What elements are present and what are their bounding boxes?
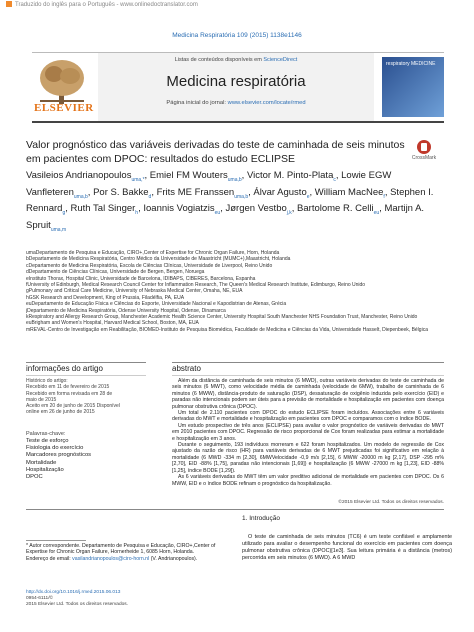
history-line: Aceito em 20 de junho de 2015 Disponível	[26, 403, 120, 410]
author-name[interactable]: Stephen I. Rennard	[26, 186, 434, 215]
keyword: DPOC	[26, 474, 43, 481]
affiliation-line: kRespiratory and Allergy Research Group, Manchester Academic Health Science Center, University Hospital South Manchester NHS Foundation Trust, Manchester, Reino Unido	[26, 314, 418, 321]
footnote-marker: *	[26, 543, 29, 549]
keyword-list	[26, 438, 146, 481]
rights-statement: 2015 Elsevier Ltd. Todos os direitos reservados.	[26, 602, 129, 607]
journal-citation[interactable]: Medicina Respiratória 109 (2015) 1138e1146	[172, 32, 302, 39]
homepage-prefix: Página inicial do jornal:	[166, 100, 227, 106]
affiliation-line: cDepartamento de Medicina Respiratória, Escola de Ciências Clínicas, Universidade de Liverpool, Reino Unido	[26, 262, 273, 269]
introduction-text: O teste de caminhada de seis minutos (TC6) é um teste confiável e amplamente utilizado para avaliar o desempenho funcional do exercício em pacientes com doença pulmonar obstrutiva crônica (DPOC)[1e3]. Sua leitura primária é a distância (metros) percorrida em seis minutos (6 MWD). A 6 MWD	[242, 534, 452, 561]
author-affiliation-marker[interactable]: j,k	[286, 210, 292, 217]
affiliation-line: fUniversity of Edinburgh, Medical Research Council Center for Inflammation Research, The Queen's Medical Research Institute, Edimburgo, Reino Unido	[26, 282, 366, 289]
keyword: Teste de esforço	[26, 438, 69, 444]
author-affiliation-marker[interactable]: f	[383, 193, 385, 200]
history-line: maio de 2015	[26, 396, 57, 403]
article-info-heading: informações do artigo	[26, 364, 103, 373]
journal-title: Medicina respiratória	[166, 73, 306, 90]
history-line: Recebido em forma revisada em 28 de	[26, 390, 113, 397]
author-affiliation-marker[interactable]: h	[135, 210, 139, 217]
abstract-body	[172, 378, 444, 487]
abstract-copyright: ©2015 Elsevier Ltd. Todos os direitos reservados.	[338, 500, 444, 505]
journal-title-box	[98, 53, 374, 121]
affiliation-line: jDepartamento de Medicina Respiratória, Odense University Hospital, Odense, Dinamarca	[26, 307, 226, 314]
email-suffix: (V. Andrianopoulos).	[150, 555, 198, 562]
front-matter-end-divider	[26, 509, 444, 510]
author-name[interactable]: Bartolome R. Celli	[297, 203, 374, 215]
history-label: Histórico do artigo:	[26, 378, 68, 384]
author-affiliation-marker[interactable]: uma,m	[50, 226, 67, 233]
author-affiliation-marker[interactable]: d	[148, 193, 152, 200]
author-affiliation-marker[interactable]: eu	[373, 210, 380, 217]
abstract-paragraph: Um total de 2.110 pacientes com DPOC do estudo ECLIPSE foram incluídos. Associações entre 6 variáveis derivadas do MWT e mortalidade e hospitalização em pacientes com DPOC e comparamos com o índice BODE.	[172, 410, 444, 423]
keyword: Marcadores prognósticos	[26, 452, 92, 459]
author-affiliation-marker[interactable]: uma,*	[131, 176, 145, 183]
article-history	[26, 378, 146, 416]
journal-header	[32, 52, 444, 123]
history-line: online em 26 de junho de 2015	[26, 409, 95, 416]
keyword: Hospitalização	[26, 466, 64, 473]
article-info-divider-2	[26, 375, 146, 376]
affiliation-line: umaDepartamento de Pesquisa e Educação, CIRO+,Center of Expertise for Chronic Organ Failure, Horn, Holanda	[26, 250, 280, 256]
keyword: Fisiologia do exercício	[26, 445, 84, 452]
abstract-paragraph: Além da distância de caminhada de seis minutos (6 MWD), outras variáveis derivadas do teste de caminhada de seis minutos (6 MWT), como velocidade média de caminhada (velocidade de 6MW), trabalho de caminhada de 6 minutos (6 MWW), distância-produto de saturação (DSP), dessaturação de oxigênio induzida pelo exercício (EID) e paradas não intencionais podem ser úteis para a previsão de mortalidade e hospitalização em pacientes com doença pulmonar obstrutiva crônica (DPOC).	[172, 378, 444, 410]
author-name[interactable]: Ruth Tal Singer	[70, 203, 136, 215]
doi-block	[26, 590, 226, 608]
author-name[interactable]: Victor M. Pinto-Plata	[246, 170, 334, 181]
crossmark-icon	[417, 140, 431, 154]
author-affiliation-marker[interactable]: uma,b	[234, 193, 249, 200]
affiliation-list	[26, 250, 446, 333]
footnote-rule	[26, 540, 86, 541]
author-name[interactable]: Vasileios Andrianopoulos	[26, 170, 132, 181]
translator-logo-icon	[6, 1, 12, 7]
author-name[interactable]: Por S. Bakke	[93, 186, 149, 198]
abstract-paragraph: As 6 variáveis derivadas do MWT têm um valor preditivo adicional de mortalidade em pacientes com DPOC. Os 6 MWW, EID e o índice BODE refinam o prognóstico da hospitalização.	[172, 474, 444, 487]
abstract-paragraph: Durante o seguimento, 193 indivíduos morreram e 622 foram hospitalizados. Um modelo de regressão de Cox ajustado da razão de risco (HR) para variáveis derivadas de 6 MWT prejudicadas foi significativo em relação à mortalidade (6 MWD -334 m [2,30], 6MWVelocidade -0,9 m/s [2,15], 6 MWW -20000 m kg [2,17], DSP -295 m% [2,70], EID -88% [1,75], paradas não intencionais [1,69]) e hospitalização (6 MWW -27000 m kg [1,23], EID -88% [1,25], índice BODE [1,29]).	[172, 442, 444, 474]
author-name[interactable]: Álvar Agusto	[253, 186, 307, 198]
affiliation-line: euDepartamento de Educação Física e Ciências do Esporte, Universidade Nacional e Kapodistrian de Atenas, Grécia	[26, 301, 287, 308]
author-affiliation-marker[interactable]: uma,b	[73, 193, 88, 200]
corresponding-author-footnote	[26, 543, 226, 562]
doi-link[interactable]: http://dx.doi.org/10.1016/j.rmed.2015.06.013	[26, 590, 121, 595]
journal-homepage-line	[98, 100, 374, 106]
translator-banner	[0, 0, 474, 11]
affiliation-line: eInstituto Thorax, Hospital Clinic, Universidade de Barcelona, IDIBAPS, CIBERES, Barcelona, Espanha	[26, 275, 256, 282]
author-name[interactable]: Martijn A. Spruit	[26, 203, 425, 232]
article-info-divider	[26, 362, 146, 363]
affiliation-line: euBrigham and Women's Hospital, Harvard Medical School, Boston, MA, EUA	[26, 320, 199, 327]
author-affiliation-marker[interactable]: c	[333, 176, 336, 183]
publisher-name: ELSEVIER	[34, 102, 94, 114]
sciencedirect-link[interactable]: ScienceDirect	[263, 57, 298, 63]
translator-banner-text: Traduzido do inglês para o Português - www.onlinedoctranslator.com	[15, 2, 198, 8]
author-name[interactable]: Ioannis Vogiatzis	[143, 203, 215, 215]
history-line: Recebido em 11 de fevereiro de 2015	[26, 384, 110, 391]
abstract-heading: abstrato	[172, 364, 201, 373]
author-affiliation-marker[interactable]: eu	[214, 210, 221, 217]
author-name[interactable]: Emiel FM Wouters	[149, 170, 228, 181]
contents-prefix: Listas de conteúdos disponíveis em	[174, 57, 262, 63]
author-list: Vasileios Andrianopoulos$_{uma,*}$, Emiel FM Wouters$_{uma,b}$, Victor M. Pinto-Plata$_c$, Lowie EGW Vanfleteren$_{uma,b}$, Por S. Bakke$_d$, Frits ME Franssen$_{uma,b}$, Álvar Agusto$_e$, William MacNee$_f$, Stephen I. Rennard$_g$, Ruth Tal Singer$_h$, Ioannis Vogiatzis$_{eu}$, Jørgen Vestbo$_{j,k}$, Bartolome R. Celli$_{eu}$, Martijn A. Spruit$_{uma,m}$	[26, 170, 434, 233]
journal-cover-title: respiratory MEDICINE	[386, 61, 436, 67]
author-affiliation-marker[interactable]: uma,b	[227, 176, 242, 183]
journal-cover-image	[382, 57, 444, 117]
affiliation-line: gPulmonary and Critical Care Medicine, University of Nebraska Medical Center, Omaha, NE, EUA	[26, 288, 243, 295]
issn: 0954-6111/©	[26, 596, 54, 601]
author-name[interactable]: Lowie EGW Vanfleteren	[26, 170, 392, 198]
author-name[interactable]: Jørgen Vestbo	[225, 203, 287, 215]
email-prefix: Endereço de email:	[26, 555, 71, 562]
keywords-label: Palavras-chave:	[26, 431, 66, 437]
author-affiliation-marker[interactable]: e	[306, 193, 310, 200]
affiliation-line: mREVAL-Centro de Investigação em Reabilitação, BIOMED-Instituto de Pesquisa Biomédica, Faculdade de Medicina e Ciências da Vida, Universidade Hasselt, Diepenbeek, Bélgica	[26, 326, 428, 333]
abstract-paragraph: Um estudo prospectivo de três anos (ECLIPSE) para avaliar o valor prognóstico de variáveis derivadas do MWT em 2010 pacientes com DPOC. Regressão de risco proporcional de Cox foram realizadas para estimar a mortalidade e hospitalização em 3 anos.	[172, 422, 444, 442]
abstract-divider	[172, 362, 444, 363]
affiliation-line: hGSK Research and Development, King of Prussia, Filadélfia, PA, EUA	[26, 294, 185, 301]
author-affiliation-marker[interactable]: g	[62, 210, 66, 217]
keyword: Mortalidade	[26, 459, 57, 466]
affiliation-line: dDepartamento de Ciências Clínicas, Universidade de Bergen, Bergen, Noruega	[26, 269, 205, 276]
article-title: Valor prognóstico das variáveis derivadas do teste de caminhada de seis minutos em pacientes com DPOC: resultados do estudo ECLIPSE	[26, 139, 405, 165]
crossmark-label: CrossMark	[411, 155, 437, 161]
author-name[interactable]: William MacNee	[314, 186, 384, 198]
introduction-heading: 1. Introdução	[242, 515, 280, 522]
abstract-divider-2	[172, 375, 444, 376]
contents-line	[98, 57, 374, 63]
crossmark-badge[interactable]	[404, 140, 444, 161]
homepage-link[interactable]: www.elsevier.com/locate/rmed	[227, 100, 306, 106]
affiliation-line: bDepartamento de Medicina Respiratória, Centro Médico da Universidade de Maastricht (MUMC+),Maastricht, Holanda	[26, 256, 291, 263]
author-name[interactable]: Frits ME Franssen	[156, 186, 235, 198]
footnote-text: Autor correspondente. Departamento de Pesquisa e Educação, CIRO+,Center of Expertise for Chronic Organ Failure, Hornerheide 1, 6085 Horn, Holanda.	[26, 543, 216, 556]
author-email-link[interactable]: vasilandrianopoulos@ciro-horn.nl	[72, 555, 150, 562]
elsevier-tree-logo-icon	[32, 56, 92, 116]
